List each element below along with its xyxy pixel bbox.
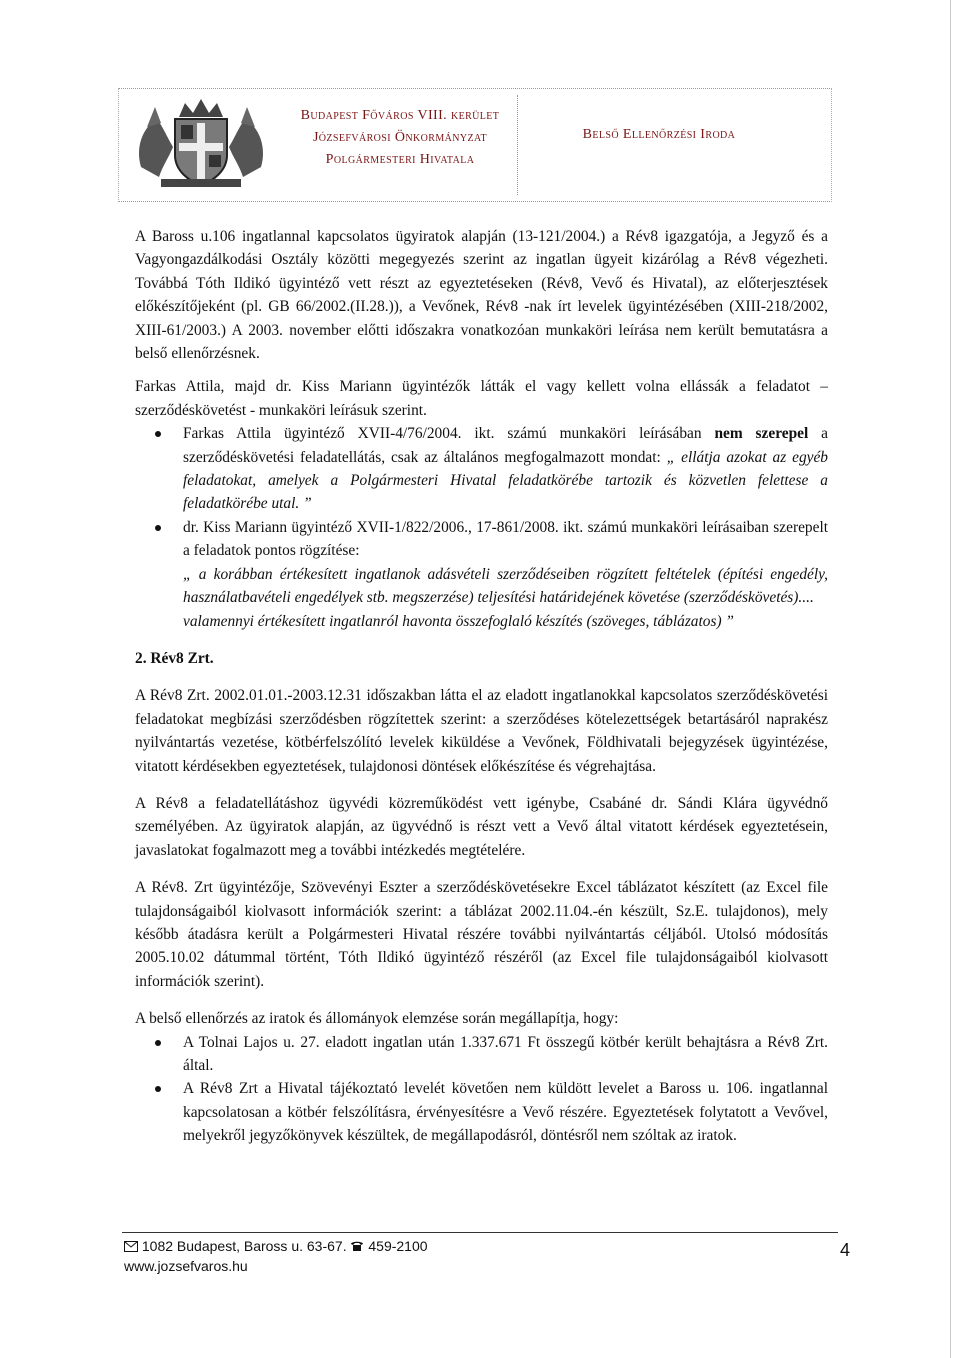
paragraph: A Rév8. Zrt ügyintézője, Szövevényi Eszter a szerződéskövetésekre Excel táblázatot készített (az Excel file tulajdonságaiból kiolvasott információk szerint: a táblázat 2002.11.04.-én készült, Sz.E. tulajdonos), mely később átadásra került a Polgármesteri Hivatal részére további nyilvántartás céljából. Utolsó módosítás 2005.10.02 dátummal történt, Tóth Ildikó ügyintéző részéről (az Excel file tulajdonságaiból kiolvasott információk szerint). [135,879,828,990]
list-item: dr. Kiss Mariann ügyintéző XVII-1/822/2006., 17-861/2008. ikt. számú munkaköri leírásaiban szerepelt a feladatok pontos rögzítése: „ a korábban értékesített ingatlanok adásvételi szerződéseiben rögzített feltételek (építési engedély, használatbavételi engedélyek stb. megszerzése) teljesítési határidejének követése (szerződéskövetés).... valamennyi értékesített ingatlanról havonta összefoglaló készítés (szöveges, táblázatos) ” [135,516,828,633]
letterhead [118,88,832,202]
coat-of-arms-icon [133,97,269,189]
findings-list [135,1031,828,1148]
office-line-1: Budapest Főváros VIII. kerület [300,108,500,123]
list-item: Farkas Attila ügyintéző XVII-4/76/2004. ikt. számú munkaköri leírásában nem szerepel a szerződéskövetési feladatellátás, csak az általános megfogalmazott mondat: „ ellátja azokat az egyéb feladatokat, amelyek a Polgármesteri Hivatal feladatkörébe tartozik és közvetlen felettese a feladatkörébe utal. ” [135,422,828,516]
bullet-icon [155,431,161,437]
paragraph: A Baross u.106 ingatlannal kapcsolatos ügyiratok alapján (13-121/2004.) a Rév8 igazgatója, a Jegyző és a Vagyongazdálkodási Osztály közötti megegyezés szerint az ingatlan ügyeit kizárólag a Rév8 végezheti. Továbbá Tóth Ildikó ügyintéző vett részt az egyeztetéseken (Rév8, Vevő és Hivatal), az előterjesztések előkészítőjeként (pl. GB 66/2002.(II.28.)), a Vevőnek, Rév8 -nak írt levelek ügyintézésében (XIII-218/2002, XIII-61/2003.) A 2003. november előtti időszakra vonatkozóan munkaköri leírása nem került bemutatásra a belső ellenőrzésnek. [135,228,828,363]
scan-edge [950,0,951,1358]
quote: „ ellátja azokat az egyéb feladatokat, amelyek a Polgármesteri Hivatal feladatkörébe tartozik és közvetlen felettese a feladatkörébe utal. ” [183,448,828,513]
bullet-icon [155,1086,161,1092]
office-line-2: Józsefvárosi Önkormányzat [312,130,488,145]
footer-phone: 459-2100 [368,1238,428,1254]
paragraph: A Rév8 a feladatellátáshoz ügyvédi közreműködést vett igénybe, Csabáné dr. Sándi Klára ügyvédnő személyében. Az ügyiratok alapján, az ügyvédnő is részt vett a Vevő által vitatott kérdések egyeztetésein, javaslatokat fogalmazott meg a további intézkedés megtételére. [135,794,828,859]
envelope-icon [124,1241,138,1252]
telephone-icon [350,1240,364,1252]
list-item: A Rév8 Zrt a Hivatal tájékoztató levelét követően nem küldött levelet a Baross u. 106. ingatlannal kapcsolatosan a kötbér felszólításra, érvényesítésre a Vevő részére. Egyeztetések folytatott a Vevővel, melyekről jegyzőkönyvek készültek, de megállapodásról, döntésről nem szóltak az iratok. [135,1077,828,1147]
page-number: 4 [840,1240,851,1260]
office-line-3: Polgármesteri Hivatala [325,152,475,167]
paragraph: A Rév8 Zrt. 2002.01.01.-2003.12.31 időszakban látta el az eladott ingatlanokkal kapcsolatos szerződéskövetési feladatokat megbízási szerződésben rögzítettek szerint: a szerződéses kötelezettségek betartásáról naprakész nyilvántartás vezetése, kötbérfelszólító levelek kiküldése a Vevőnek, Földhivatali bejegyzések ügyintézése, vitatott kérdésekben egyeztetések, tulajdonosi döntések előkészítése és végrehajtása. [135,687,828,775]
office-name [285,105,515,171]
bullet-icon [155,525,161,531]
header-divider [517,95,518,195]
document-body [135,225,828,1148]
footer-website[interactable]: www.jozsefvaros.hu [124,1258,248,1274]
footer [124,1236,428,1276]
footer-divider [122,1232,838,1233]
bullet-list [135,422,828,633]
paragraph: A belső ellenőrzés az iratok és állományok elemzése során megállapítja, hogy: [135,1010,619,1028]
footer-address: 1082 Budapest, Baross u. 63-67. [141,1238,347,1254]
quote: valamennyi értékesített ingatlanról havonta összefoglaló készítés (szöveges, táblázatos) ” [183,612,734,630]
section-heading: 2. Rév8 Zrt. [135,649,214,667]
department-name: Belső Ellenőrzési Iroda [582,127,736,142]
paragraph: Farkas Attila, majd dr. Kiss Mariann ügyintézők látták el vagy kellett volna ellássák a feladatot – szerződéskövetést - munkaköri leírásuk szerint. [135,378,828,419]
list-item: A Tolnai Lajos u. 27. eladott ingatlan után 1.337.671 Ft összegű kötbér került behajtásra a Rév8 Zrt. által. [135,1031,828,1078]
quote: „ a korábban értékesített ingatlanok adásvételi szerződéseiben rögzített feltételek (építési engedély, használatbavételi engedélyek stb. megszerzése) teljesítési határidejének követése (szerződéskövetés).... [183,565,828,607]
bullet-icon [155,1040,161,1046]
